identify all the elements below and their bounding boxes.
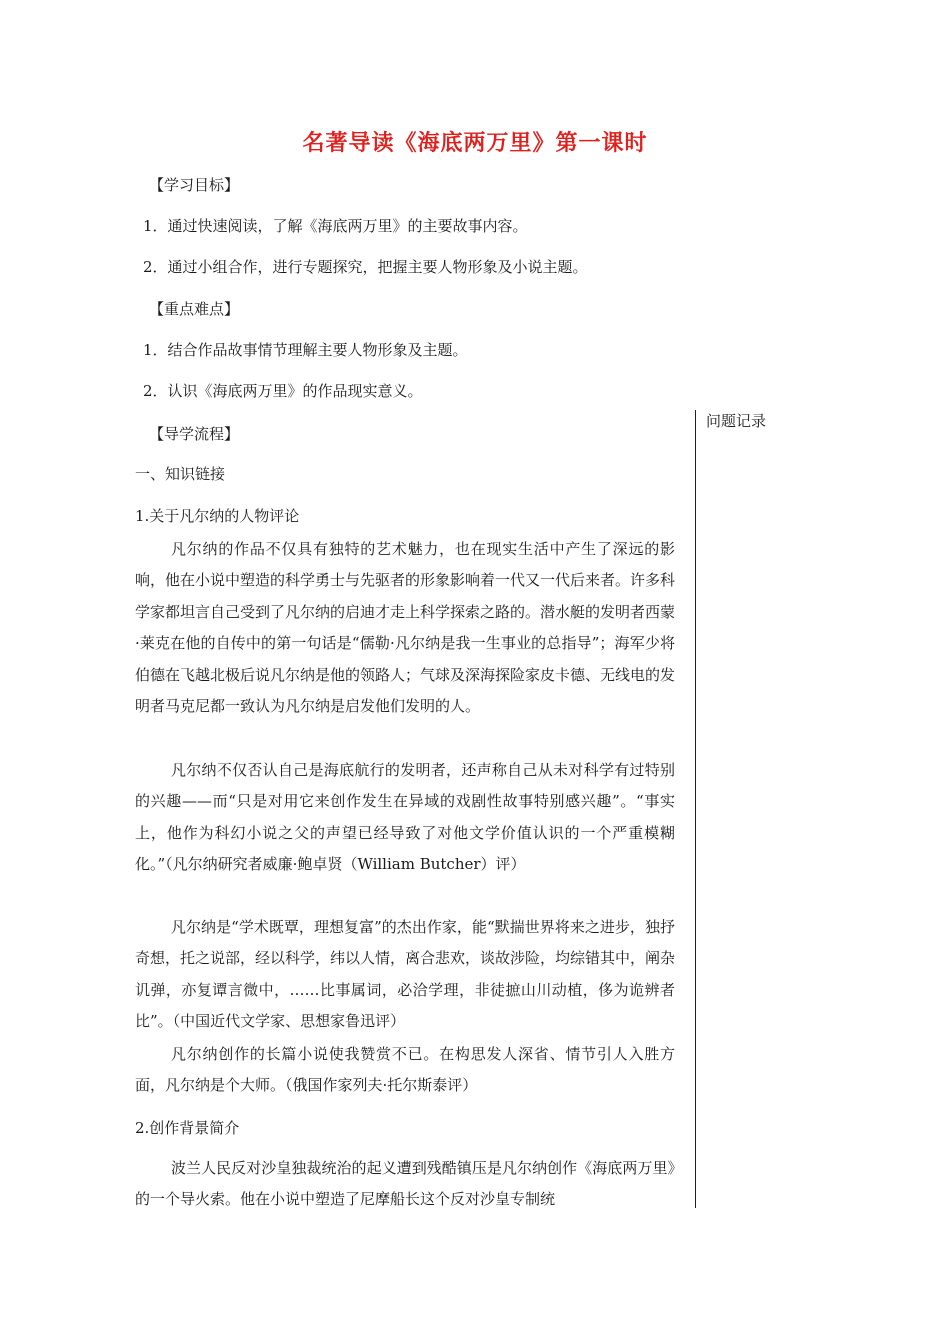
objective-item-2: 2．通过小组合作，进行专题探究，把握主要人物形象及小说主题。 xyxy=(143,258,588,276)
paragraph-verne-influence: 凡尔纳的作品不仅具有独特的艺术魅力，也在现实生活中产生了深远的影响，他在小说中塑造的科学勇士与先驱者的形象影响着一代又一代后来者。许多科学家都坦言自己受到了凡尔纳的启迪才走上科学探索之路的。潜水艇的发明者西蒙·莱克在他的自传中的第一句话是“儒勒·凡尔纳是我一生事业的总指导”；海军少将伯德在飞越北极后说凡尔纳是他的领路人；气球及深海探险家皮卡德、无线电的发明者马克尼都一致认为凡尔纳是启发他们发明的人。 xyxy=(135,540,676,716)
key-point-item-1: 1．结合作品故事情节理解主要人物形象及主题。 xyxy=(143,341,468,359)
paragraph-tolstoy-comment: 凡尔纳创作的长篇小说使我赞赏不已。在构思发人深省、情节引人入胜方面，凡尔纳是个大师。（俄国作家列夫·托尔斯泰评） xyxy=(135,1045,675,1095)
side-note-label: 问题记录 xyxy=(706,412,767,430)
margin-divider xyxy=(695,410,696,1208)
subsection-verne-comments: 1.关于凡尔纳的人物评论 xyxy=(135,507,300,525)
objectives-heading: 【学习目标】 xyxy=(149,176,240,194)
section-knowledge-link: 一、知识链接 xyxy=(135,465,226,483)
document-title: 名著导读《海底两万里》第一课时 xyxy=(302,130,648,156)
objective-item-1: 1．通过快速阅读，了解《海底两万里》的主要故事内容。 xyxy=(143,217,528,235)
subsection-background: 2.创作背景简介 xyxy=(135,1119,240,1137)
key-point-item-2: 2．认识《海底两万里》的作品现实意义。 xyxy=(143,382,423,400)
paragraph-background: 波兰人民反对沙皇独裁统治的起义遭到残酷镇压是凡尔纳创作《海底两万里》的一个导火索。他在小说中塑造了尼摩船长这个反对沙皇专制统 xyxy=(135,1159,675,1209)
paragraph-verne-denial: 凡尔纳不仅否认自己是海底航行的发明者，还声称自己从未对科学有过特别的兴趣——而“只是对用它来创作发生在异域的戏剧性故事特别感兴趣”。“事实上，他作为科幻小说之父的声望已经导致了对他文学价值认识的一个严重模糊化。”（凡尔纳研究者威廉·鲍卓贤（William Butcher）评） xyxy=(135,761,675,874)
key-points-heading: 【重点难点】 xyxy=(149,300,240,318)
guide-heading: 【导学流程】 xyxy=(149,425,240,443)
paragraph-luxun-comment: 凡尔纳是“学术既覃，理想复富”的杰出作家，能“默揣世界将来之进步，独抒奇想，托之说部，经以科学，纬以人情，离合悲欢，谈故涉险，均综错其中，阐杂讥弹，亦复谭言微中，……比事属词，必洽学理，非徒摭山川动植，侈为诡辨者比”。（中国近代文学家、思想家鲁迅评） xyxy=(135,918,676,1031)
